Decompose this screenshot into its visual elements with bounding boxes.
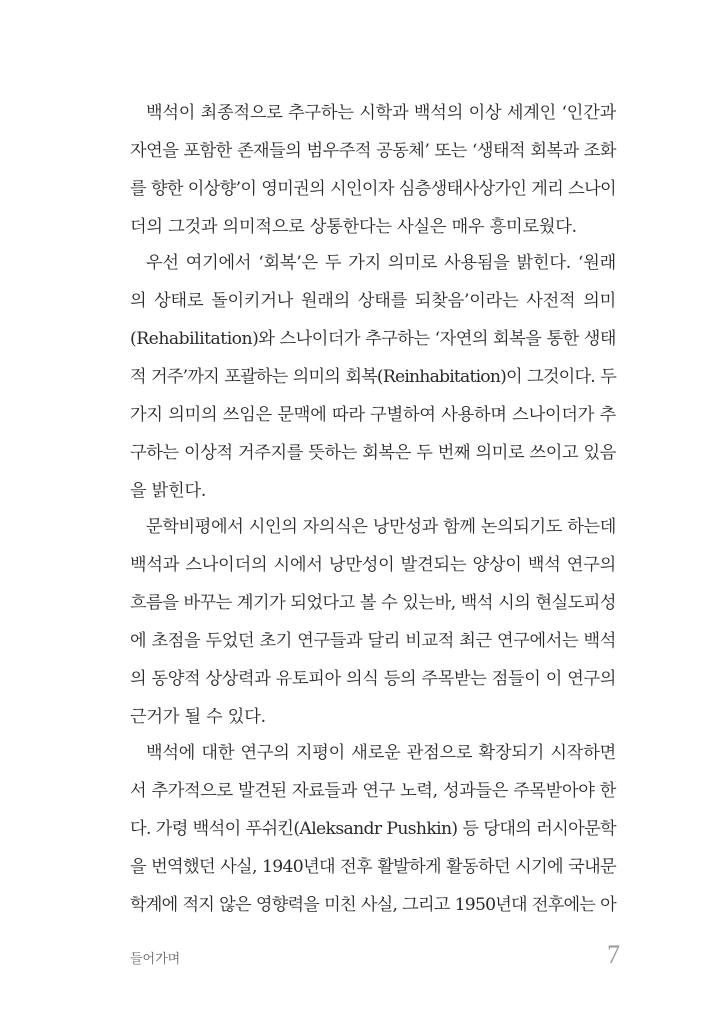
body-text-line: 다. 가령 백석이 푸쉬킨(Aleksandr Pushkin) 등 당대의 러시아문학 bbox=[130, 819, 616, 839]
running-footer-section-label: 들어가며 bbox=[130, 952, 181, 967]
body-text-line: 가지 의미의 쓰임은 문맥에 따라 구별하여 사용하며 스나이더가 추 bbox=[130, 405, 616, 425]
body-text-line: 서 추가적으로 발견된 자료들과 연구 노력, 성과들은 주목받아야 한 bbox=[130, 781, 616, 801]
body-text-line: 문학비평에서 시인의 자의식은 낭만성과 함께 논의되기도 하는데 bbox=[146, 517, 616, 537]
body-text-line: 을 밝힌다. bbox=[130, 481, 207, 501]
body-text-line: 자연을 포함한 존재들의 범우주적 공동체’ 또는 ‘생태적 회복과 조화 bbox=[130, 141, 616, 161]
body-text-line: 적 거주’까지 포괄하는 의미의 회복(Reinhabitation)이 그것이다. 두 bbox=[130, 367, 616, 387]
body-text-line: 를 향한 이상향’이 영미권의 시인이자 심층생태사상가인 게리 스나이 bbox=[130, 179, 616, 199]
body-text-line: 의 상태로 돌이키거나 원래의 상태를 되찾음’이라는 사전적 의미 bbox=[130, 291, 616, 311]
body-text-line: 흐름을 바꾸는 계기가 되었다고 볼 수 있는바, 백석 시의 현실도피성 bbox=[130, 593, 616, 613]
body-text-line: 백석과 스나이더의 시에서 낭만성이 발견되는 양상이 백석 연구의 bbox=[130, 555, 616, 575]
body-text-line: 백석에 대한 연구의 지평이 새로운 관점으로 확장되기 시작하면 bbox=[146, 743, 616, 763]
body-text-line: 의 동양적 상상력과 유토피아 의식 등의 주목받는 점들이 이 연구의 bbox=[130, 669, 616, 689]
body-text-line: 구하는 이상적 거주지를 뜻하는 회복은 두 번째 의미로 쓰이고 있음 bbox=[130, 443, 616, 463]
body-text-line: 에 초점을 두었던 초기 연구들과 달리 비교적 최근 연구에서는 백석 bbox=[130, 631, 616, 651]
body-text-line: 백석이 최종적으로 추구하는 시학과 백석의 이상 세계인 ‘인간과 bbox=[146, 103, 616, 123]
body-text-line: 우선 여기에서 ‘회복’은 두 가지 의미로 사용됨을 밝힌다. ‘원래 bbox=[146, 253, 616, 273]
body-text-line: (Rehabilitation)와 스나이더가 추구하는 ‘자연의 회복을 통한 생태 bbox=[130, 329, 616, 349]
page-number: 7 bbox=[607, 940, 620, 969]
body-text-line: 학계에 적지 않은 영향력을 미친 사실, 그리고 1950년대 전후에는 아 bbox=[130, 895, 616, 915]
body-text-line: 을 번역했던 사실, 1940년대 전후 활발하게 활동하던 시기에 국내문 bbox=[130, 857, 616, 877]
body-text-line: 더의 그것과 의미적으로 상통한다는 사실은 매우 흥미로웠다. bbox=[130, 217, 577, 237]
body-text-line: 근거가 될 수 있다. bbox=[130, 707, 266, 727]
